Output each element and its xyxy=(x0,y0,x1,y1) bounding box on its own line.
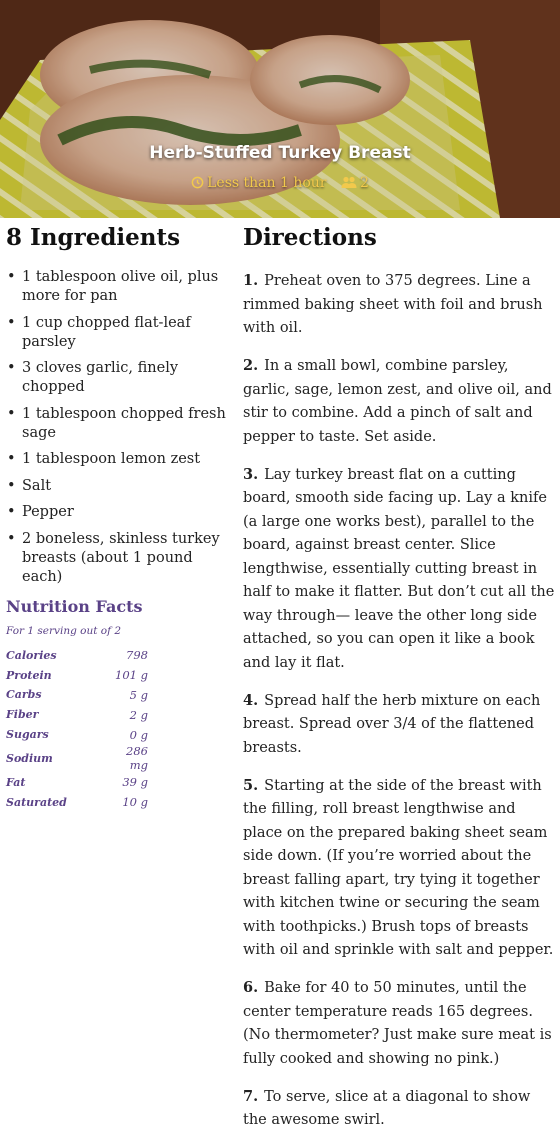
bullet-icon: • xyxy=(7,314,16,331)
ingredient-item: • 3 cloves garlic, finely chopped xyxy=(7,360,179,395)
hero-banner xyxy=(0,0,560,218)
bullet-icon: • xyxy=(7,360,16,376)
direction-step: 4. Spread half the herb mixture on each breast. Spread over 3/4 of the flattened breasts. xyxy=(243,691,541,756)
nutrition-row: Saturated 10 g xyxy=(6,795,148,810)
nutrition-row: Calories 798 xyxy=(6,648,148,663)
ingredient-item: • 1 cup chopped flat-leaf parsley xyxy=(7,314,191,350)
ingredient-item: • 1 tablespoon olive oil, plus more for pan xyxy=(7,269,219,304)
nutrition-row: Fat 39 g xyxy=(6,775,148,790)
clock-icon xyxy=(191,176,204,189)
nutrition-title: Nutrition Facts xyxy=(6,596,143,616)
nutrition-table xyxy=(6,646,148,813)
nutrition-row: Protein 101 g xyxy=(6,668,148,683)
directions-heading: Directions xyxy=(243,224,377,251)
ingredients-heading: 8 Ingredients xyxy=(6,224,181,251)
direction-step: 2. In a small bowl, combine parsley, garlic, sage, lemon zest, and olive oil, and stir to combine. Add a pinch of salt and pepper to taste. Set aside. xyxy=(243,357,552,445)
recipe-title: Herb-Stuffed Turkey Breast xyxy=(149,143,411,163)
direction-step: 3. Lay turkey breast flat on a cutting board, smooth side facing up. Lay a knife (a large one works best), parallel to the board, against breast center. Slice lengthwise, essentially cutting breast in half to make it flatter. But don’t cut all the way through— leave the other long side attached, so you can open it like a book and lay it flat. xyxy=(243,465,555,671)
time-label: Less than 1 hour xyxy=(207,175,327,191)
direction-step: 7. To serve, slice at a diagonal to show the awesome swirl. xyxy=(243,1087,531,1128)
bullet-icon: • xyxy=(7,477,16,494)
direction-step: 5. Starting at the side of the breast with the filling, roll breast lengthwise and place on the prepared baking sheet seam side down. (If you’re worried about the breast falling apart, try tying it together with kitchen twine or securing the seam with toothpicks.) Brush tops of breasts with oil and sprinkle with salt and pepper. xyxy=(243,776,554,958)
ingredient-item: • 2 boneless, skinless turkey breasts (about 1 pound each) xyxy=(7,530,220,585)
directions-list xyxy=(243,269,555,1133)
people-icon xyxy=(341,176,357,189)
nutrition-subtitle: For 1 serving out of 2 xyxy=(6,624,122,637)
bullet-icon: • xyxy=(7,269,16,285)
direction-step: 1. Preheat oven to 375 degrees. Line a rimmed baking sheet with foil and brush with oil. xyxy=(243,272,543,336)
ingredient-item: • 1 tablespoon chopped fresh sage xyxy=(7,405,226,441)
time-info xyxy=(191,175,326,191)
bullet-icon: • xyxy=(7,504,16,520)
bullet-icon: • xyxy=(7,451,16,467)
bullet-icon: • xyxy=(7,405,16,422)
direction-step: 6. Bake for 40 to 50 minutes, until the center temperature reads 165 degrees. (No thermometer? Just make sure meat is fully cooked and showing no pink.) xyxy=(243,979,552,1067)
nutrition-row: Sugars 0 g xyxy=(6,727,148,742)
nutrition-row: Carbs 5 g xyxy=(6,687,148,702)
ingredients-list xyxy=(6,268,234,587)
nutrition-row: Fiber 2 g xyxy=(6,707,148,722)
ingredients-column xyxy=(6,224,234,812)
nutrition-row: Sodium 286 mg xyxy=(6,744,148,773)
servings-label: 2 xyxy=(359,175,369,191)
ingredient-item: • 1 tablespoon lemon zest xyxy=(7,451,201,467)
servings-info xyxy=(341,175,369,191)
ingredient-item: • Pepper xyxy=(7,504,74,520)
ingredient-item: • Salt xyxy=(7,477,52,494)
recipe-meta xyxy=(0,175,560,191)
bullet-icon: • xyxy=(7,530,16,547)
directions-column xyxy=(243,224,555,1146)
